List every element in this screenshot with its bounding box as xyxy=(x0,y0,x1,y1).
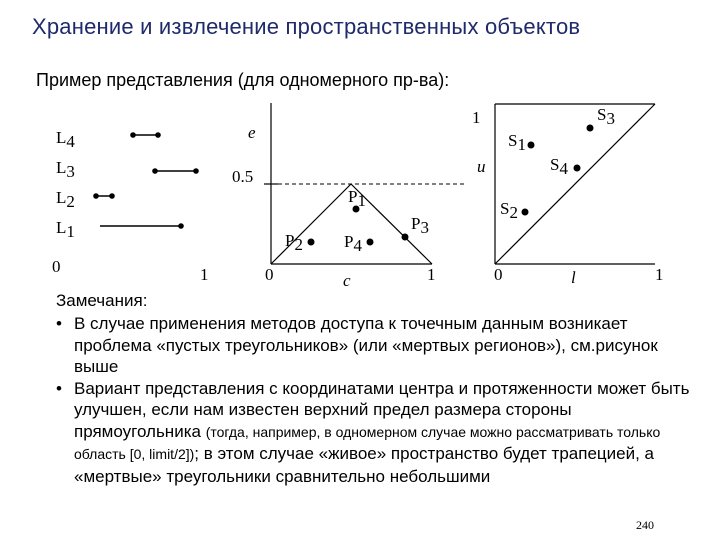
point-s2 xyxy=(500,199,529,222)
point-p3 xyxy=(402,214,429,241)
point-s3 xyxy=(587,105,615,132)
note-item xyxy=(56,313,696,378)
svg-text:P4: P4 xyxy=(344,232,362,255)
svg-text:S1: S1 xyxy=(508,131,526,154)
u-axis-label: u xyxy=(477,157,486,176)
segment-label-l4: L4 xyxy=(56,128,75,151)
segment-label-l1: L1 xyxy=(56,218,75,241)
segment-l3 xyxy=(152,168,199,174)
e-axis-label: e xyxy=(248,123,256,142)
triangle-left-edge xyxy=(271,184,351,264)
note-text-small: (тогда, например, в одномерном случае можно рассматривать только область [0, limit/2]) xyxy=(74,423,661,462)
slide-subtitle: Пример представления (для одномерного пр-ва): xyxy=(36,70,450,90)
triangle-panel xyxy=(232,103,481,290)
l-axis-label: l xyxy=(571,268,576,287)
square-diagonal xyxy=(495,104,655,264)
one-dimensional-representation-figure xyxy=(0,95,720,295)
slide-title: Хранение и извлечение пространственных объектов xyxy=(32,14,581,39)
segment-l4 xyxy=(130,132,161,138)
point-s4 xyxy=(550,155,581,178)
segment-l2 xyxy=(93,193,115,199)
point-s1 xyxy=(508,131,535,154)
svg-text:S3: S3 xyxy=(597,105,615,128)
segment-axis-max: 1 xyxy=(200,265,209,284)
note-text: Вариант представления с координатами центра и протяженности может быть улучшен, если нам известен верхний предел размера стороны прямоугольника xyxy=(74,378,690,441)
notes-heading: Замечания: xyxy=(56,291,148,310)
segment-label-l2: L2 xyxy=(56,188,75,211)
notes-list xyxy=(56,313,696,487)
svg-text:P2: P2 xyxy=(285,231,303,254)
segment-label-l3: L3 xyxy=(56,158,75,181)
point-p1 xyxy=(348,187,366,213)
note-text: ; в этом случае «живое» пространство будет трапецией, а «мертвые» треугольники сравнительно небольшими xyxy=(74,444,654,486)
svg-text:S2: S2 xyxy=(500,199,518,222)
svg-text:P3: P3 xyxy=(411,214,429,237)
c-axis-label: c xyxy=(343,271,351,290)
note-item xyxy=(56,378,696,488)
e-axis-top: 1 xyxy=(472,108,481,127)
point-p4 xyxy=(344,232,374,255)
c-axis-max: 1 xyxy=(427,265,436,284)
svg-text:P1: P1 xyxy=(348,187,366,210)
segment-l1 xyxy=(100,223,184,229)
svg-text:S4: S4 xyxy=(550,155,568,178)
page-number: 240 xyxy=(636,518,654,532)
segment-axis-min: 0 xyxy=(52,257,61,276)
e-axis-mid: 0.5 xyxy=(232,167,254,186)
c-axis-min: 0 xyxy=(265,265,274,284)
l-axis-max: 1 xyxy=(655,265,664,284)
segment-panel xyxy=(52,128,209,284)
square-panel xyxy=(477,104,664,287)
l-axis-min: 0 xyxy=(494,265,503,284)
note-text: В случае применения методов доступа к точечным данным возникает проблема «пустых треугольников» (или «мертвых регионов»), см.рисунок выше xyxy=(74,314,658,376)
point-p2 xyxy=(285,231,315,254)
